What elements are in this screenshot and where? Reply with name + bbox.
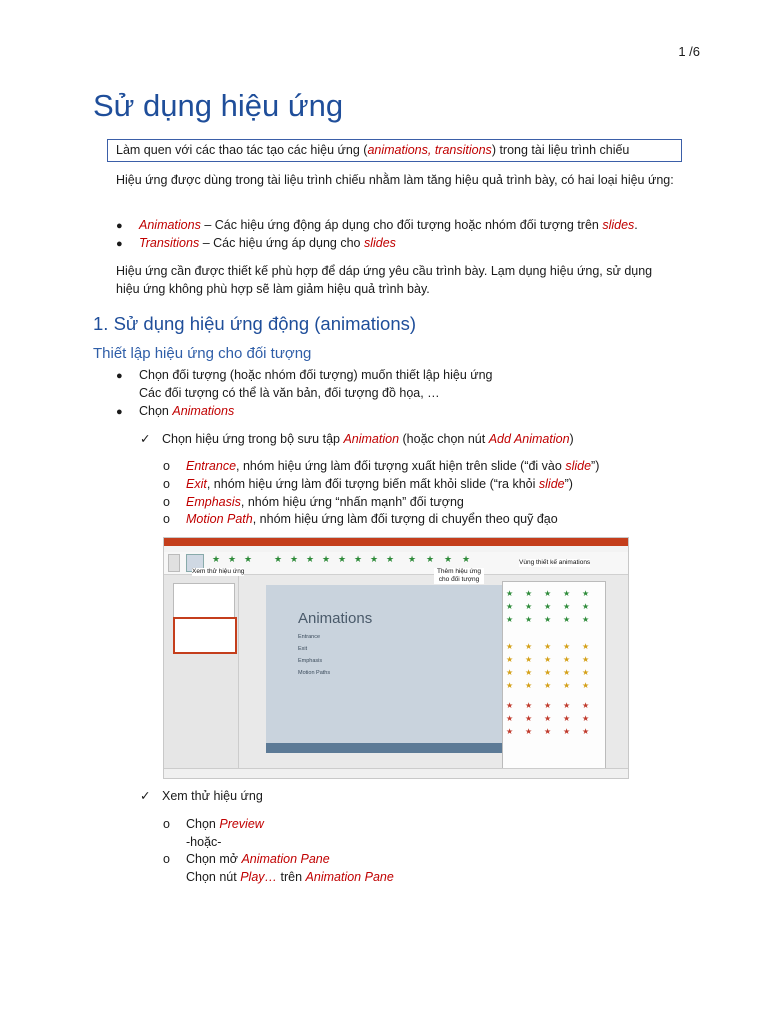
star-icon: ★ — [322, 554, 331, 564]
gallery-star-icon: ★ — [563, 701, 571, 710]
term-animations-tab: Animations — [172, 404, 235, 418]
star-icon: ★ — [370, 554, 379, 564]
list-item-text: trên — [277, 870, 306, 884]
preview-button — [168, 554, 180, 572]
callout-preview: Xem thử hiệu ứng — [192, 568, 245, 575]
bullet-icon: ● — [116, 406, 123, 418]
star-icon: ★ — [338, 554, 347, 564]
star-icon: ★ — [290, 554, 299, 564]
star-icon: ★ — [306, 554, 315, 564]
gallery-star-icon: ★ — [563, 727, 571, 736]
gallery-star-icon: ★ — [525, 589, 533, 598]
term-preview: Preview — [219, 817, 264, 831]
powerpoint-screenshot — [163, 537, 629, 779]
term-animation-gallery: Animation — [343, 432, 400, 446]
step-object-types: Các đối tượng có thể là văn bản, đối tượng đồ họa, … — [139, 386, 440, 400]
list-item-text: Chọn — [186, 817, 220, 831]
checkmark-icon: ✓ — [140, 432, 151, 446]
list-item-text: Chọn nút — [186, 870, 241, 884]
check-text: Chọn hiệu ứng trong bộ sưu tập — [162, 432, 344, 446]
gallery-star-icon: ★ — [525, 727, 533, 736]
check-text: ) — [569, 432, 574, 446]
term-add-animation: Add Animation — [488, 432, 570, 446]
bullet-icon: ● — [116, 220, 123, 232]
star-icon: ★ — [354, 554, 363, 564]
paragraph-warning: Hiệu ứng cần được thiết kế phù hợp để dáp ứng yêu cầu trình bày. Lạm dụng hiệu ứng, sử dụng hiệu ứng không phù hợp sẽ làm giảm hiệu quả trình bày. — [116, 264, 653, 296]
animation-gallery-dropdown — [502, 581, 606, 777]
star-icon: ★ — [408, 554, 417, 564]
gallery-star-icon: ★ — [544, 602, 552, 611]
gallery-star-icon: ★ — [506, 655, 514, 664]
list-item-text: , nhóm hiệu ứng “nhấn mạnh” đối tượng — [240, 495, 464, 509]
gallery-star-icon: ★ — [582, 727, 590, 736]
circle-bullet-icon: o — [163, 495, 170, 509]
checkmark-icon: ✓ — [140, 789, 151, 803]
gallery-star-icon: ★ — [544, 589, 552, 598]
document-title: Sử dụng hiệu ứng — [93, 88, 344, 123]
gallery-star-icon: ★ — [544, 642, 552, 651]
slide-title: Animations — [298, 610, 373, 627]
gallery-star-icon: ★ — [506, 668, 514, 677]
intro-box — [107, 139, 682, 162]
gallery-star-icon: ★ — [506, 602, 514, 611]
gallery-star-icon: ★ — [544, 727, 552, 736]
term-emphasis: Emphasis — [186, 495, 241, 509]
circle-bullet-icon: o — [163, 817, 170, 831]
gallery-star-icon: ★ — [525, 642, 533, 651]
slide-thumbnails — [164, 575, 239, 768]
list-item-tail: ”) — [564, 477, 573, 491]
circle-bullet-icon: o — [163, 852, 170, 866]
gallery-star-icon: ★ — [506, 727, 514, 736]
gallery-star-icon: ★ — [506, 615, 514, 624]
list-item-text: – Các hiệu ứng động áp dụng cho đối tượng hoặc nhóm đối tượng trên — [200, 218, 603, 232]
list-item-tail: . — [634, 218, 638, 232]
gallery-star-icon: ★ — [582, 655, 590, 664]
star-icon: ★ — [212, 554, 221, 564]
list-item-text: – Các hiệu ứng áp dụng cho — [199, 236, 364, 250]
page-number: 1 /6 — [678, 44, 700, 59]
gallery-star-icon: ★ — [525, 655, 533, 664]
gallery-star-icon: ★ — [506, 701, 514, 710]
gallery-star-icon: ★ — [582, 714, 590, 723]
gallery-star-icon: ★ — [525, 668, 533, 677]
term-animation-pane: Animation Pane — [305, 870, 394, 884]
callout-add-animation: Thêm hiệu ứng cho đối tượng — [434, 568, 484, 584]
bullet-icon: ● — [116, 238, 123, 250]
star-icon: ★ — [426, 554, 435, 564]
list-item-text: Chọn mở — [186, 852, 242, 866]
term-animation-pane: Animation Pane — [241, 852, 330, 866]
list-item-text: , nhóm hiệu ứng làm đối tượng di chuyển theo quỹ đạo — [252, 512, 558, 526]
section-heading: 1. Sử dụng hiệu ứng động (animations) — [93, 313, 417, 334]
callout-gallery: Vùng thiết kế animations — [519, 559, 591, 566]
slide-bullet: Emphasis — [298, 658, 323, 664]
gallery-star-icon: ★ — [563, 714, 571, 723]
circle-bullet-icon: o — [163, 477, 170, 491]
gallery-star-icon: ★ — [582, 701, 590, 710]
gallery-star-icon: ★ — [563, 681, 571, 690]
intro-text-after: ) trong tài liệu trình chiếu — [491, 143, 630, 157]
step-select-object: Chọn đối tượng (hoặc nhóm đối tượng) muốn thiết lập hiệu ứng — [139, 368, 493, 382]
subsection-heading: Thiết lập hiệu ứng cho đối tượng — [93, 345, 312, 362]
gallery-star-icon: ★ — [506, 642, 514, 651]
term-slides: slides — [363, 236, 396, 250]
gallery-star-icon: ★ — [525, 602, 533, 611]
gallery-star-icon: ★ — [544, 681, 552, 690]
star-icon: ★ — [244, 554, 253, 564]
slide-bullet: Entrance — [298, 634, 321, 640]
gallery-star-icon: ★ — [544, 655, 552, 664]
gallery-star-icon: ★ — [525, 714, 533, 723]
slide-bullet: Exit — [298, 646, 308, 652]
star-icon: ★ — [444, 554, 453, 564]
gallery-star-icon: ★ — [563, 615, 571, 624]
gallery-star-icon: ★ — [582, 615, 590, 624]
gallery-star-icon: ★ — [582, 668, 590, 677]
gallery-star-icon: ★ — [544, 701, 552, 710]
gallery-star-icon: ★ — [506, 589, 514, 598]
star-icon: ★ — [228, 554, 237, 564]
circle-bullet-icon: o — [163, 459, 170, 473]
term-slide: slide — [565, 459, 592, 473]
star-icon: ★ — [462, 554, 471, 564]
app-titlebar — [164, 538, 628, 546]
list-item-tail: ”) — [591, 459, 600, 473]
gallery-star-icon: ★ — [563, 655, 571, 664]
star-icon: ★ — [274, 554, 283, 564]
term-transitions: Transitions — [139, 236, 200, 250]
gallery-star-icon: ★ — [582, 589, 590, 598]
gallery-star-icon: ★ — [582, 602, 590, 611]
gallery-star-icon: ★ — [506, 714, 514, 723]
term-slides: slides — [602, 218, 635, 232]
term-play: Play… — [240, 870, 278, 884]
star-icon: ★ — [386, 554, 395, 564]
intro-text-em: animations, transitions — [367, 143, 492, 157]
gallery-star-icon: ★ — [563, 642, 571, 651]
slide-thumbnail-active — [173, 617, 237, 654]
gallery-star-icon: ★ — [544, 714, 552, 723]
gallery-star-icon: ★ — [525, 681, 533, 690]
gallery-star-icon: ★ — [582, 681, 590, 690]
gallery-star-icon: ★ — [544, 615, 552, 624]
gallery-star-icon: ★ — [582, 642, 590, 651]
list-item-text: , nhóm hiệu ứng làm đối tượng xuất hiện trên slide (“đi vào — [236, 459, 566, 473]
step-text: Chọn — [139, 404, 173, 418]
gallery-star-icon: ★ — [563, 602, 571, 611]
gallery-star-icon: ★ — [525, 615, 533, 624]
gallery-star-icon: ★ — [544, 668, 552, 677]
gallery-star-icon: ★ — [563, 589, 571, 598]
term-motion-path: Motion Path — [186, 512, 253, 526]
circle-bullet-icon: o — [163, 512, 170, 526]
status-bar — [164, 768, 628, 779]
slide-bullet: Motion Paths — [298, 670, 331, 676]
slide-thumbnail — [173, 583, 235, 618]
intro-text-before: Làm quen với các thao tác tạo các hiệu ứng ( — [116, 143, 368, 157]
or-text: -hoặc- — [186, 835, 222, 849]
paragraph-intro: Hiệu ứng được dùng trong tài liệu trình chiếu nhằm làm tăng hiệu quả trình bày, có hai loại hiệu ứng: — [116, 173, 674, 187]
term-animations: Animations — [139, 218, 201, 232]
check-text: (hoặc chọn nút — [399, 432, 489, 446]
check-text: Xem thử hiệu ứng — [162, 789, 263, 803]
gallery-star-icon: ★ — [506, 681, 514, 690]
gallery-star-icon: ★ — [563, 668, 571, 677]
gallery-star-icon: ★ — [525, 701, 533, 710]
bullet-icon: ● — [116, 370, 123, 382]
term-exit: Exit — [186, 477, 207, 491]
term-entrance: Entrance — [186, 459, 237, 473]
term-slide: slide — [538, 477, 565, 491]
list-item-text: , nhóm hiệu ứng làm đối tượng biến mất khỏi slide (“ra khỏi — [206, 477, 539, 491]
